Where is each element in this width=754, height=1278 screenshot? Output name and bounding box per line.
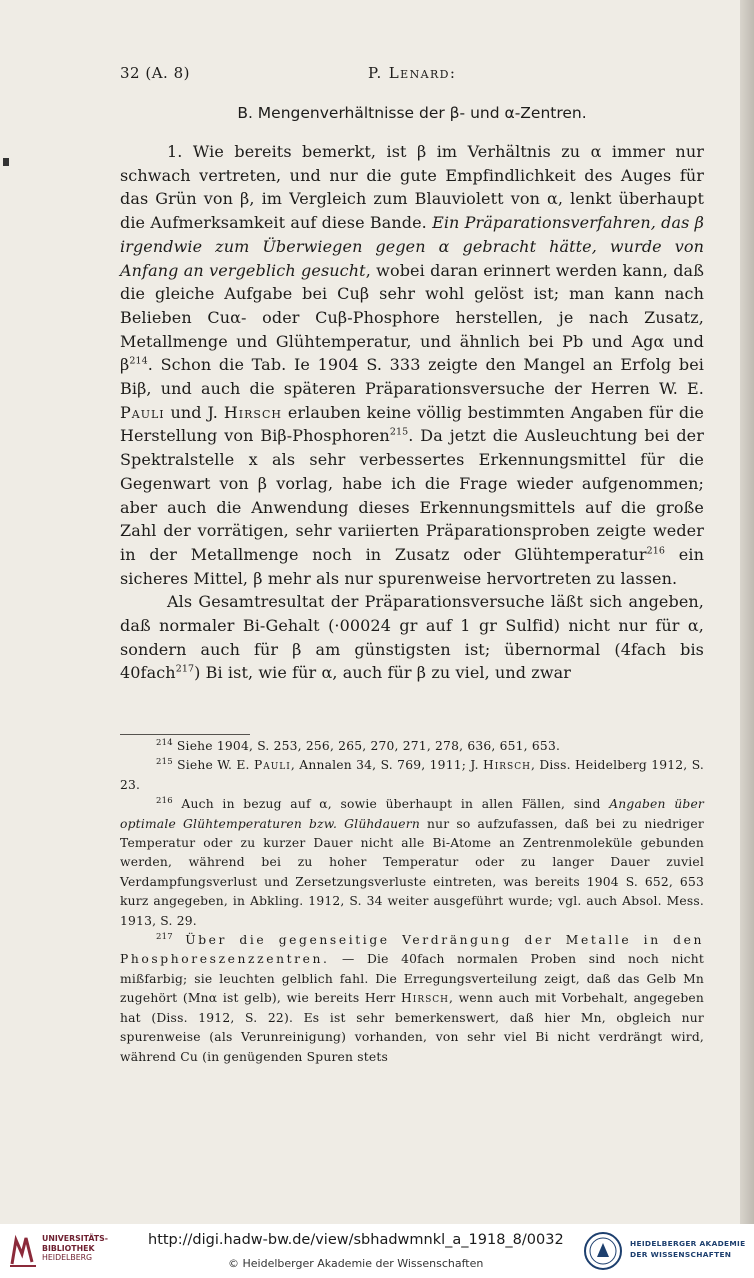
footnote-215 [120,756,704,795]
emphasis-run: Ein Präparationsverfahren, das β irgendwie zum Überwiegen gegen α gebracht hätte, wurde von Anfang an vergeblich gesucht [120,213,704,280]
footnote-text: , wenn auch mit Vorbehalt, angegeben hat (Diss. 1912, S. 22). Es ist sehr bemerkenswert, daß hier Mn, obgleich nur spurenweise (als Verunreinigung) vorhanden, von sehr viel Bi nicht verdrängt wird, während Cu (in genügenden Spuren stets [120,991,704,1064]
name-pauli: Pauli [120,402,165,422]
text-run: erlauben keine völlig bestimmten Angaben für die Herstellung von Biβ-Phosphoren [120,402,704,446]
paragraph-1 [120,140,704,590]
logo-line: DER WISSENSCHAFTEN [630,1250,732,1259]
footnote-214 [120,737,704,756]
text-run: 1. Wie bereits bemerkt, ist β im Verhältnis zu α immer nur schwach vertreten, und nur die gute Empfindlichkeit des Auges für das Grün von β, im Vergleich zum Blauviolett von α, lenkt überhaupt die Aufmerksamkeit auf diese Bande. [120,142,704,233]
footnote-number: 215 [156,757,173,768]
footnote-text: Auch in bezug auf α, sowie überhaupt in allen Fällen, sind [172,797,610,812]
footnote-number: 214 [156,737,173,748]
footnote-emphasis: Angaben über optimale Glühtemperaturen bzw. Glühdauern [120,797,705,831]
name-hirsch: Hirsch [401,991,450,1006]
university-library-logo-icon[interactable] [8,1234,38,1268]
footnote-216 [120,795,704,931]
university-library-name [42,1234,108,1263]
footnote-217 [120,931,704,1067]
footnote-text: , Annalen 34, S. 769, 1911; J. [290,758,483,773]
academy-seal-icon[interactable] [583,1231,623,1271]
logo-line: UNIVERSITÄTS- [42,1234,108,1243]
footnote-spaced-heading: Über die gegenseitige Verdrängung der Metalle in den Phosphoreszenzzentren. [120,933,704,967]
name-pauli: Pauli [253,758,291,773]
name-hirsch: Hirsch [482,758,531,773]
footnote-text: — Die 40fach normalen Proben sind noch nicht mißfarbig; sie leuchten gelblich fahl. Die Erregungsverteilung zeigt, daß das Gelb Mn zugehört (Mnα ist gelb), wie bereits Herr [120,952,704,1006]
text-run: . Da jetzt die Ausleuchtung bei der Spektralstelle x als sehr verbessertes Erkennungsmittel für die Gegenwart von β vorlag, habe ich die Frage wieder aufgenommen; aber auch die Anwendung dieses Erkennungsmittels auf die große Zahl der vorrätigen, sehr variierten Präparationsproben zeigte weder in der Metallmenge noch in Zusatz oder Glühtemperatur [120,426,704,564]
footnote-ref-215[interactable]: 215 [389,427,409,439]
footnote-text: , Diss. Heidelberg 1912, S. 23. [120,758,704,792]
footnote-text: nur so aufzufassen, daß bei zu niedriger Temperatur oder zu kurzer Dauer nicht alle Bi-Atome an Zentrenmoleküle gebunden werden, während bei zu hoher Temperatur oder zu langer Dauer zuviel Verdampfungsverlust und Zersetzungsverluste eintreten, was bereits 1904 S. 652, 653 kurz angegeben, in Abkling. 1912, S. 34 weiter ausgeführt wurde; vgl. auch Absol. Mess. 1913, S. 29. [120,816,704,928]
viewer-footer [0,1224,754,1278]
margin-mark [3,158,9,166]
text-run: . Schon die Tab. Ie 1904 S. 333 zeigte den Mangel an Erfolg bei Biβ, und auch die späteren Präparationsversuche der Herren W. E. [120,355,704,399]
text-run: Als Gesamtresultat der Präparationsversuche läßt sich angeben, daß normaler Bi-Gehalt (·00024 gr auf 1 gr Sulfid) nicht nur für α, sondern auch für β am günstigsten ist; übernormal (4fach bis 40fach [120,592,704,683]
logo-line: HEIDELBERGER AKADEMIE [630,1239,746,1248]
paragraph-2 [120,590,704,685]
footnote-number: 216 [156,796,173,807]
academy-name [630,1238,745,1260]
author-name: P. Lenard: [368,64,457,82]
permalink-url[interactable]: http://digi.hadw-bw.de/view/sbhadwmnkl_a_1918_8/0032 [148,1232,564,1248]
footnote-ref-216[interactable]: 216 [646,545,666,557]
footnote-number: 217 [156,931,173,942]
body-text [120,140,704,685]
running-header [120,64,704,88]
name-hirsch: Hirsch [223,402,282,422]
page-edge [740,0,754,1224]
page-reference: 32 (A. 8) [120,64,190,82]
text-run: ein sicheres Mittel, β mehr als nur spurenweise hervortreten zu lassen. [120,544,704,588]
logo-line: HEIDELBERG [42,1253,93,1263]
footnote-ref-214[interactable]: 214 [129,356,148,367]
footnote-text: Siehe W. E. [172,758,254,773]
text-run: und J. [164,402,224,422]
logo-line: BIBLIOTHEK [42,1243,95,1253]
footnote-ref-217[interactable]: 217 [175,664,195,676]
footnote-text: Siehe 1904, S. 253, 256, 265, 270, 271, 278, 636, 651, 653. [172,739,561,753]
footnotes [120,737,704,1067]
copyright-notice: © Heidelberger Akademie der Wissenschaften [228,1257,484,1270]
text-run: ) Bi ist, wie für α, auch für β zu viel, und zwar [194,663,572,683]
text-run: , wobei daran erinnert werden kann, daß die gleiche Aufgabe bei Cuβ sehr wohl gelöst ist; man kann nach Belieben Cuα- oder Cuβ-Phosphore herstellen, je nach Zusatz, Metallmenge und Glühtemperatur, und ähnlich bei Pb und Agα und β [120,260,704,375]
footnote-rule [120,734,250,735]
section-title: B. Mengenverhältnisse der β- und α-Zentren. [237,104,587,122]
